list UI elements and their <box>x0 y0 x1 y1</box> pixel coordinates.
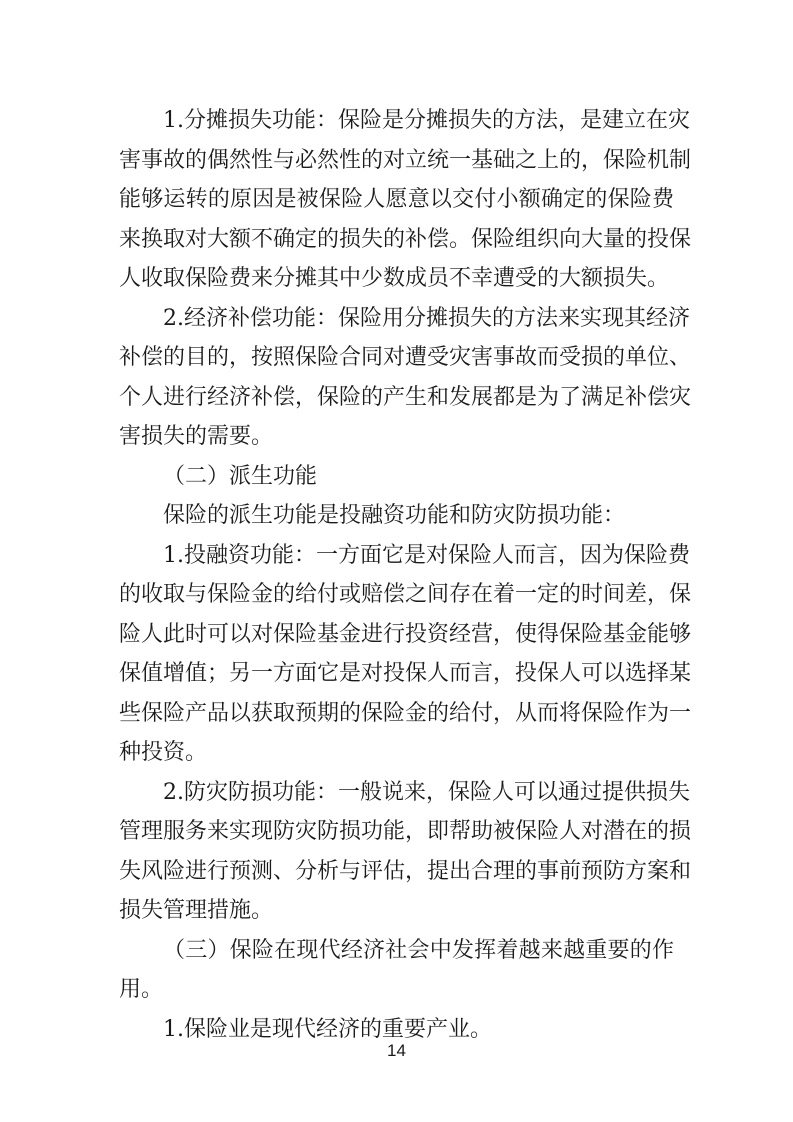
text-line-15: 保值增值；另一方面它是对投保人而言，投保人可以选择某 <box>119 661 692 686</box>
text-line-21: 损失管理措施。 <box>119 898 274 923</box>
text-line-5: 人收取保险费来分摊其中少数成员不幸遭受的大额损失。 <box>119 266 670 291</box>
text-line-9: 害损失的需要。 <box>119 424 274 449</box>
text-line-13: 的收取与保险金的给付或赔偿之间存在着一定的时间差，保 <box>119 582 692 607</box>
text-line-1: 1.分摊损失功能：保险是分摊损失的方法，是建立在灾 <box>163 108 690 133</box>
text-line-12: 1.投融资功能：一方面它是对保险人而言，因为保险费 <box>163 543 690 568</box>
text-line-20: 失风险进行预测、分析与评估，提出合理的事前预防方案和 <box>119 859 692 884</box>
section-heading-2: （二）派生功能 <box>163 464 318 489</box>
text-line-8: 个人进行经济补偿，保险的产生和发展都是为了满足补偿灾 <box>119 385 692 410</box>
text-line-14: 险人此时可以对保险基金进行投资经营，使得保险基金能够 <box>119 622 692 647</box>
text-line-3: 能够运转的原因是被保险人愿意以交付小额确定的保险费 <box>119 187 674 212</box>
text-line-4: 来换取对大额不确定的损失的补偿。保险组织向大量的投保 <box>119 227 692 252</box>
section-heading-3: （三）保险在现代经济社会中发挥着越来越重要的作 <box>163 938 674 963</box>
text-line-23: 用。 <box>119 977 164 1002</box>
text-line-16: 些保险产品以获取预期的保险金的给付，从而将保险作为一 <box>119 701 692 726</box>
text-line-6: 2.经济补偿功能：保险用分摊损失的方法来实现其经济 <box>163 306 690 331</box>
text-line-19: 管理服务来实现防灾防损功能，即帮助被保险人对潜在的损 <box>119 819 692 844</box>
text-line-24: 1.保险业是现代经济的重要产业。 <box>163 1017 492 1042</box>
text-line-18: 2.防灾防损功能：一般说来，保险人可以通过提供损失 <box>163 780 690 805</box>
text-line-7: 补偿的目的，按照保险合同对遭受灾害事故而受损的单位、 <box>119 345 692 370</box>
text-line-2: 害事故的偶然性与必然性的对立统一基础之上的，保险机制 <box>119 148 692 173</box>
page-number: 14 <box>387 1041 406 1060</box>
text-line-17: 种投资。 <box>119 740 208 765</box>
text-line-11: 保险的派生功能是投融资功能和防灾防损功能： <box>163 503 626 528</box>
